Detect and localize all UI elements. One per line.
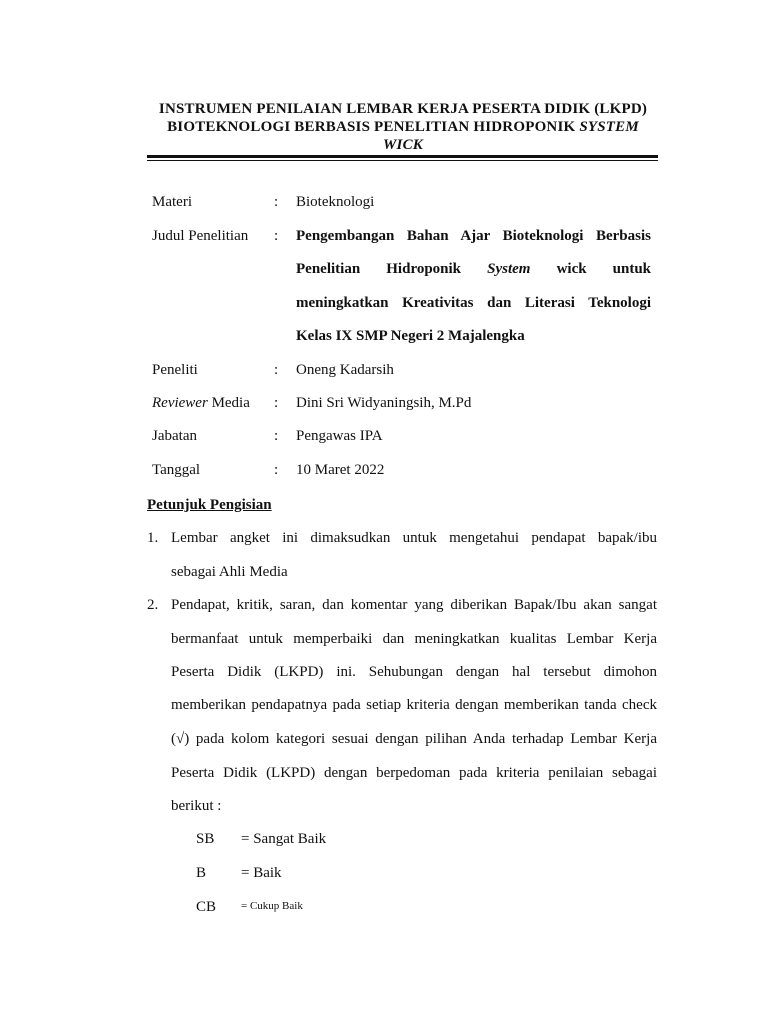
document-title	[148, 100, 658, 154]
judul-line-2	[296, 261, 651, 278]
instruction-2-line-5: (√) pada kolom kategori sesuai dengan pilihan Anda terhadap Lembar Kerja	[171, 731, 657, 747]
criteria-code-sb: SB	[196, 831, 215, 847]
reviewer-colon: :	[274, 395, 279, 411]
instruction-2-number: 2.	[147, 597, 159, 613]
materi-value: Bioteknologi	[296, 194, 375, 210]
title-line-2	[148, 118, 658, 136]
instruction-2-line-2: bermanfaat untuk memperbaiki dan meningkatkan kualitas Lembar Kerja	[171, 631, 657, 647]
jabatan-colon: :	[274, 428, 279, 444]
peneliti-label: Peneliti	[152, 362, 198, 378]
instruction-2-line-6: Peserta Didik (LKPD) dengan berpedoman pada kriteria penilaian sebagai	[171, 765, 657, 781]
title-line-2-italic: SYSTEM	[579, 119, 639, 135]
tanggal-value: 10 Maret 2022	[296, 462, 385, 478]
criteria-def-b: = Baik	[241, 865, 282, 881]
judul-colon: :	[274, 228, 279, 244]
tanggal-colon: :	[274, 462, 279, 478]
materi-colon: :	[274, 194, 279, 210]
materi-label: Materi	[152, 194, 192, 210]
reviewer-label-italic: Reviewer	[152, 395, 208, 411]
instruction-1-number: 1.	[147, 530, 159, 546]
instruction-2-line-4: memberikan pendapatnya pada setiap kriteria dengan memberikan tanda check	[171, 697, 657, 713]
criteria-code-cb: CB	[196, 899, 217, 915]
judul-line-1: Pengembangan Bahan Ajar Bioteknologi Berbasis	[296, 228, 651, 244]
judul-line-2-a: Penelitian	[296, 261, 361, 277]
instructions-heading: Petunjuk Pengisian	[147, 497, 272, 513]
judul-line-2-d: wick	[556, 261, 587, 277]
instruction-2-line-1: Pendapat, kritik, saran, dan komentar yang diberikan Bapak/Ibu akan sangat	[171, 597, 657, 613]
criteria-def-cb: = Cukup Baik	[241, 900, 303, 912]
title-line-3-italic: WICK	[383, 137, 423, 153]
instruction-1-line-1: Lembar angket ini dimaksudkan untuk mengetahui pendapat bapak/ibu	[171, 530, 657, 546]
judul-line-2-b: Hidroponik	[386, 261, 462, 277]
jabatan-value: Pengawas IPA	[296, 428, 383, 444]
peneliti-colon: :	[274, 362, 279, 378]
instruction-1-line-2: sebagai Ahli Media	[171, 564, 288, 580]
judul-line-2-e: untuk	[612, 261, 652, 277]
criteria-def-sb: = Sangat Baik	[241, 831, 327, 847]
reviewer-value: Dini Sri Widyaningsih, M.Pd	[296, 395, 472, 411]
judul-label: Judul Penelitian	[152, 228, 249, 244]
title-rule-thin	[147, 160, 658, 161]
jabatan-label: Jabatan	[152, 428, 197, 444]
title-line-1: INSTRUMEN PENILAIAN LEMBAR KERJA PESERTA DIDIK (LKPD)	[158, 101, 648, 117]
title-rule-thick	[147, 155, 658, 158]
tanggal-label: Tanggal	[152, 462, 201, 478]
instruction-2-line-3: Peserta Didik (LKPD) ini. Sehubungan dengan hal tersebut dimohon	[171, 664, 657, 680]
title-line-3	[148, 136, 658, 154]
reviewer-label	[152, 395, 250, 412]
judul-line-3: meningkatkan Kreativitas dan Literasi Teknologi	[296, 295, 651, 311]
judul-line-4: Kelas IX SMP Negeri 2 Majalengka	[296, 328, 525, 344]
criteria-code-b: B	[196, 865, 207, 881]
instruction-2-line-7: berikut :	[171, 798, 222, 814]
peneliti-value: Oneng Kadarsih	[296, 362, 394, 378]
title-line-2-text: BIOTEKNOLOGI BERBASIS PENELITIAN HIDROPONIK	[167, 119, 580, 135]
reviewer-label-rest: Media	[207, 395, 250, 411]
judul-line-2-c: System	[487, 261, 531, 277]
